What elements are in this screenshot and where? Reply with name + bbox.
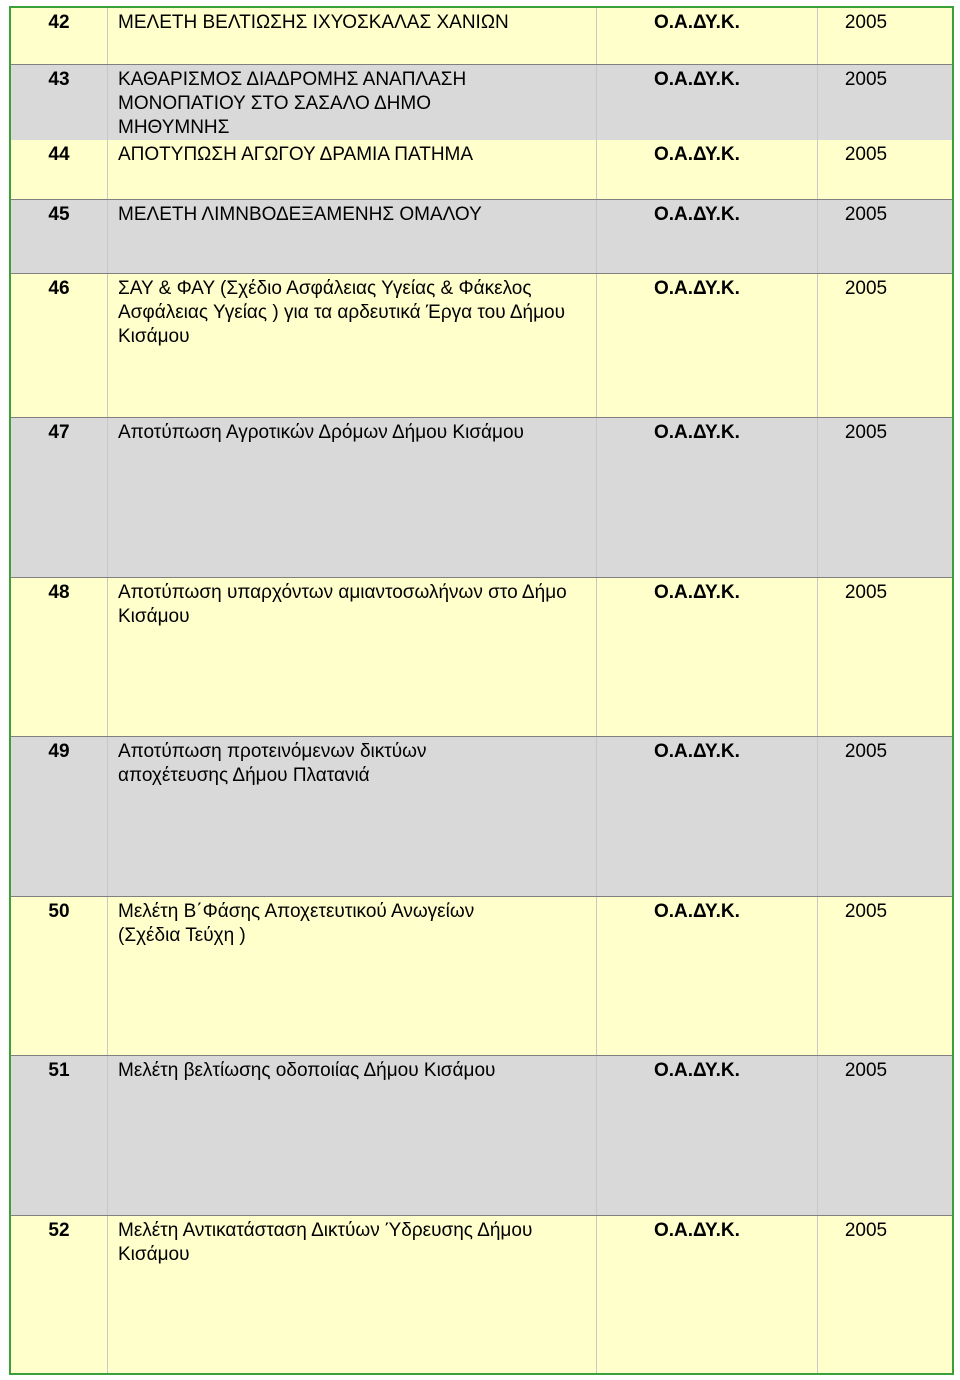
row-number: 47 xyxy=(48,422,70,443)
row-title: ΜΕΛΕΤΗ ΒΕΛΤΙΩΣΗΣ ΙΧΥΟΣΚΑΛΑΣ ΧΑΝΙΩΝ xyxy=(118,12,509,33)
row-agency: Ο.Α.ΔΥ.Κ. xyxy=(654,1060,740,1081)
row-year: 2005 xyxy=(844,741,888,762)
row-number: 49 xyxy=(48,741,70,762)
table-row xyxy=(11,8,952,65)
row-year: 2005 xyxy=(844,1060,888,1081)
row-year: 2005 xyxy=(844,204,888,225)
table-row xyxy=(11,1216,952,1373)
row-agency: Ο.Α.ΔΥ.Κ. xyxy=(654,1220,740,1241)
row-year: 2005 xyxy=(844,422,888,443)
row-number: 44 xyxy=(48,144,70,165)
row-number: 42 xyxy=(48,12,70,33)
row-title: Αποτύπωση Αγροτικών Δρόμων Δήμου Κισάμου xyxy=(118,422,524,443)
row-year: 2005 xyxy=(844,12,888,33)
table-row xyxy=(11,140,952,200)
row-year: 2005 xyxy=(844,278,888,299)
row-year: 2005 xyxy=(844,582,888,603)
table-row xyxy=(11,897,952,1056)
row-number: 48 xyxy=(48,582,70,603)
row-title: ΜΕΛΕΤΗ ΛΙΜΝΒΟΔΕΞΑΜΕΝΗΣ ΟΜΑΛΟΥ xyxy=(118,204,482,225)
row-agency: Ο.Α.ΔΥ.Κ. xyxy=(654,741,740,762)
table-row xyxy=(11,1056,952,1216)
row-agency: Ο.Α.ΔΥ.Κ. xyxy=(654,12,740,33)
row-year: 2005 xyxy=(844,1220,888,1241)
row-agency: Ο.Α.ΔΥ.Κ. xyxy=(654,901,740,922)
table-row xyxy=(11,274,952,418)
table-row xyxy=(11,737,952,897)
row-title: Μελέτη βελτίωσης οδοποιίας Δήμου Κισάμου xyxy=(118,1060,496,1081)
row-number: 51 xyxy=(48,1060,70,1081)
row-title: Μελέτη Αντικατάσταση Δικτύων Ύδρευσης Δήμου Κισάμου xyxy=(118,1220,533,1265)
row-number: 52 xyxy=(48,1220,70,1241)
row-number: 45 xyxy=(48,204,70,225)
table-row xyxy=(11,418,952,578)
row-title: ΣΑΥ & ΦΑΥ (Σχέδιο Ασφάλειας Υγείας & Φάκελος Ασφάλειας Υγείας ) για τα αρδευτικά Έργα του Δήμου Κισάμου xyxy=(118,278,565,347)
projects-table xyxy=(9,6,954,1375)
row-agency: Ο.Α.ΔΥ.Κ. xyxy=(654,582,740,603)
row-title: Μελέτη Β΄Φάσης Αποχετευτικού Ανωγείων (Σχέδια Τεύχη ) xyxy=(118,901,475,946)
row-number: 43 xyxy=(48,69,70,90)
row-title: Αποτύπωση προτεινόμενων δικτύων αποχέτευσης Δήμου Πλατανιά xyxy=(118,741,427,786)
row-agency: Ο.Α.ΔΥ.Κ. xyxy=(654,69,740,90)
row-agency: Ο.Α.ΔΥ.Κ. xyxy=(654,278,740,299)
row-number: 50 xyxy=(48,901,70,922)
row-number: 46 xyxy=(48,278,70,299)
row-agency: Ο.Α.ΔΥ.Κ. xyxy=(654,204,740,225)
table-row xyxy=(11,65,952,145)
row-title: ΑΠΟΤΥΠΩΣΗ ΑΓΩΓΟΥ ΔΡΑΜΙΑ ΠΑΤΗΜΑ xyxy=(118,144,474,165)
row-agency: Ο.Α.ΔΥ.Κ. xyxy=(654,144,740,165)
table-row xyxy=(11,200,952,274)
row-year: 2005 xyxy=(844,144,888,165)
table-row xyxy=(11,578,952,737)
row-title: Αποτύπωση υπαρχόντων αμιαντοσωλήνων στο Δήμο Κισάμου xyxy=(118,582,567,627)
row-title: ΚΑΘΑΡΙΣΜΟΣ ΔΙΑΔΡΟΜΗΣ ΑΝΑΠΛΑΣΗ ΜΟΝΟΠΑΤΙΟΥ ΣΤΟ ΣΑΣΑΛΟ ΔΗΜΟ ΜΗΘΥΜΝΗΣ xyxy=(118,69,467,138)
row-agency: Ο.Α.ΔΥ.Κ. xyxy=(654,422,740,443)
row-year: 2005 xyxy=(844,901,888,922)
row-year: 2005 xyxy=(844,69,888,90)
